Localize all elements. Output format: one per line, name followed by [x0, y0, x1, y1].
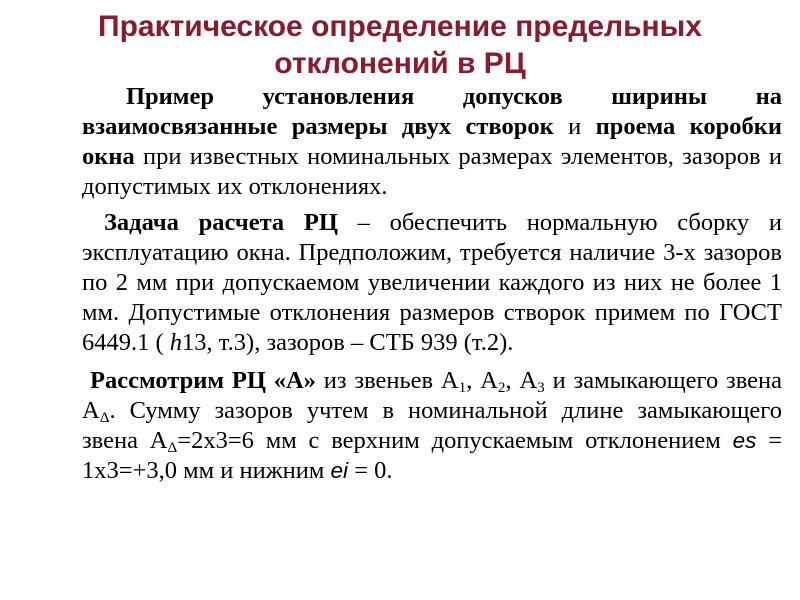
text-run: при известных номинальных размерах элементов, зазоров и допустимых их отклонениях. [82, 143, 782, 200]
text-run: – обеспечить нормальную сборку и эксплуатацию окна. Предположим, требуется наличие 3-х зазоров по 2 мм при допускаемом увеличении каждого из них не более 1 мм. Допустимые отклонения размеров створок примем по ГОСТ 6449.1 ( [82, 209, 783, 356]
slide-title [40, 8, 760, 82]
chain-heading: Рассмотрим РЦ «А» [90, 367, 316, 394]
paragraph-chain-a [82, 366, 782, 486]
slide-title-line-1: Практическое определение предельных [98, 10, 702, 43]
text-run: = 1х3=+3,0 мм и нижним [82, 427, 783, 484]
slide-title-line-2: отклонений в РЦ [274, 47, 526, 80]
paragraph-example [82, 82, 782, 202]
upper-deviation-symbol: es [732, 428, 757, 453]
text-run: = 0. [348, 457, 393, 484]
lower-deviation-symbol: ei [330, 458, 349, 483]
slide-body [82, 82, 782, 486]
paragraph-task [82, 208, 782, 358]
text-run: , А [466, 367, 498, 394]
subscript: 1 [458, 378, 467, 396]
example-heading: Пример установления допусков ширины на взаимосвязанные размеры двух створок [82, 83, 782, 140]
emphasis-window-frame: проема коробки окна [82, 113, 782, 170]
subscript: 3 [537, 378, 545, 396]
text-run: . Сумму зазоров учтем в номинальной длине замыкающего звена А [82, 397, 782, 454]
subscript: 2 [497, 378, 506, 396]
text-run: из звеньев А [315, 367, 459, 394]
task-heading: Задача расчета РЦ [104, 209, 338, 236]
subscript: Δ [167, 438, 178, 456]
subscript: Δ [99, 408, 110, 426]
tolerance-symbol-h: h [169, 329, 183, 356]
text-run: 13, т.3), зазоров – СТБ 939 (т.2). [182, 329, 514, 356]
text-run: и замыкающего звена А [82, 367, 783, 424]
text-run: , А [505, 367, 538, 394]
text-run: и [553, 113, 596, 140]
text-run: =2х3=6 мм с верхним допускаемым отклонением [177, 427, 733, 454]
